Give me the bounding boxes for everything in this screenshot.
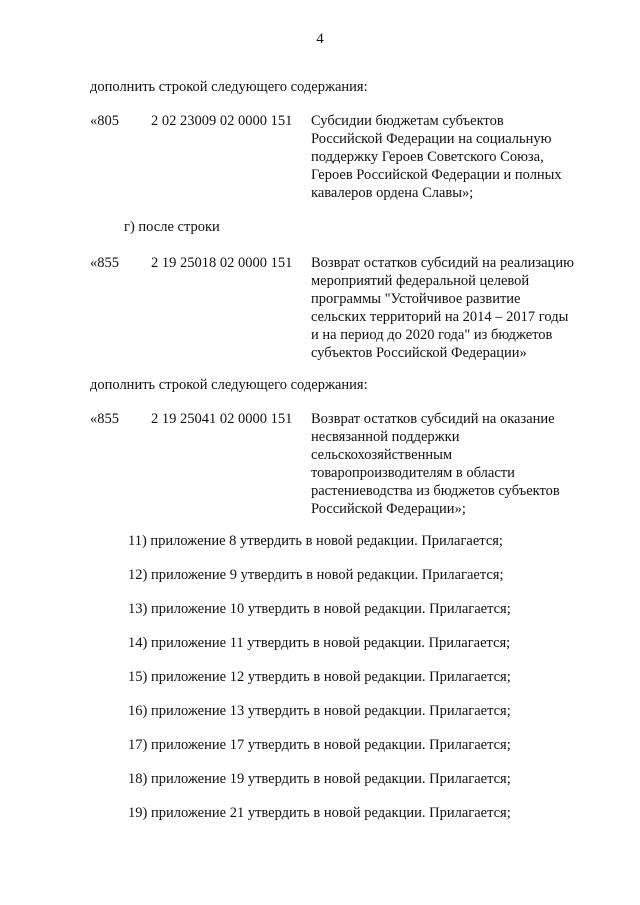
description-line: мероприятий федеральной целевой [311,273,530,289]
description-line: растениеводства из бюджетов субъектов [311,483,560,499]
page-number: 4 [316,31,324,47]
description-line: сельских территорий на 2014 – 2017 годы [311,309,569,325]
list-item: 14) приложение 11 утвердить в новой редакции. Прилагается; [128,635,511,651]
list-item: 18) приложение 19 утвердить в новой редакции. Прилагается; [128,771,511,787]
list-item: 15) приложение 12 утвердить в новой редакции. Прилагается; [128,669,511,685]
description-line: программы "Устойчивое развитие [311,291,521,307]
intro-after-line: г) после строки [124,219,220,235]
list-item: 17) приложение 17 утвердить в новой редакции. Прилагается; [128,737,511,753]
list-item: 11) приложение 8 утвердить в новой редакции. Прилагается; [128,533,503,549]
list-item: 12) приложение 9 утвердить в новой редакции. Прилагается; [128,567,504,583]
list-item: 13) приложение 10 утвердить в новой редакции. Прилагается; [128,601,511,617]
description-line: Возврат остатков субсидий на оказание [311,411,555,427]
description-line: Российской Федерации»; [311,501,466,517]
description-line: кавалеров ордена Славы»; [311,185,474,201]
description-line: Российской Федерации на социальную [311,131,552,147]
admin-code: «855 [90,411,119,427]
budget-code: 2 19 25041 02 0000 151 [151,411,293,427]
description-line: субъектов Российской Федерации» [311,345,527,361]
description-line: Возврат остатков субсидий на реализацию [311,255,574,271]
description-line: и на период до 2020 года" из бюджетов [311,327,553,343]
admin-code: «805 [90,113,119,129]
description-line: Героев Российской Федерации и полных [311,167,562,183]
description-line: несвязанной поддержки [311,429,460,445]
list-item: 19) приложение 21 утвердить в новой редакции. Прилагается; [128,805,511,821]
description-line: товаропроизводителям в области [311,465,515,481]
intro-add-line-1: дополнить строкой следующего содержания: [90,79,368,95]
admin-code: «855 [90,255,119,271]
budget-code: 2 19 25018 02 0000 151 [151,255,293,271]
row-description [311,410,586,518]
list-item: 16) приложение 13 утвердить в новой редакции. Прилагается; [128,703,511,719]
row-description [311,254,586,362]
description-line: Субсидии бюджетам субъектов [311,113,504,129]
description-line: поддержку Героев Советского Союза, [311,149,544,165]
table-row-855-25041 [90,410,590,530]
budget-code: 2 02 23009 02 0000 151 [151,113,293,129]
intro-add-line-2: дополнить строкой следующего содержания: [90,377,368,393]
table-row-805-23009 [90,112,590,232]
table-row-855-25018 [90,254,590,374]
row-description [311,112,586,202]
description-line: сельскохозяйственным [311,447,453,463]
